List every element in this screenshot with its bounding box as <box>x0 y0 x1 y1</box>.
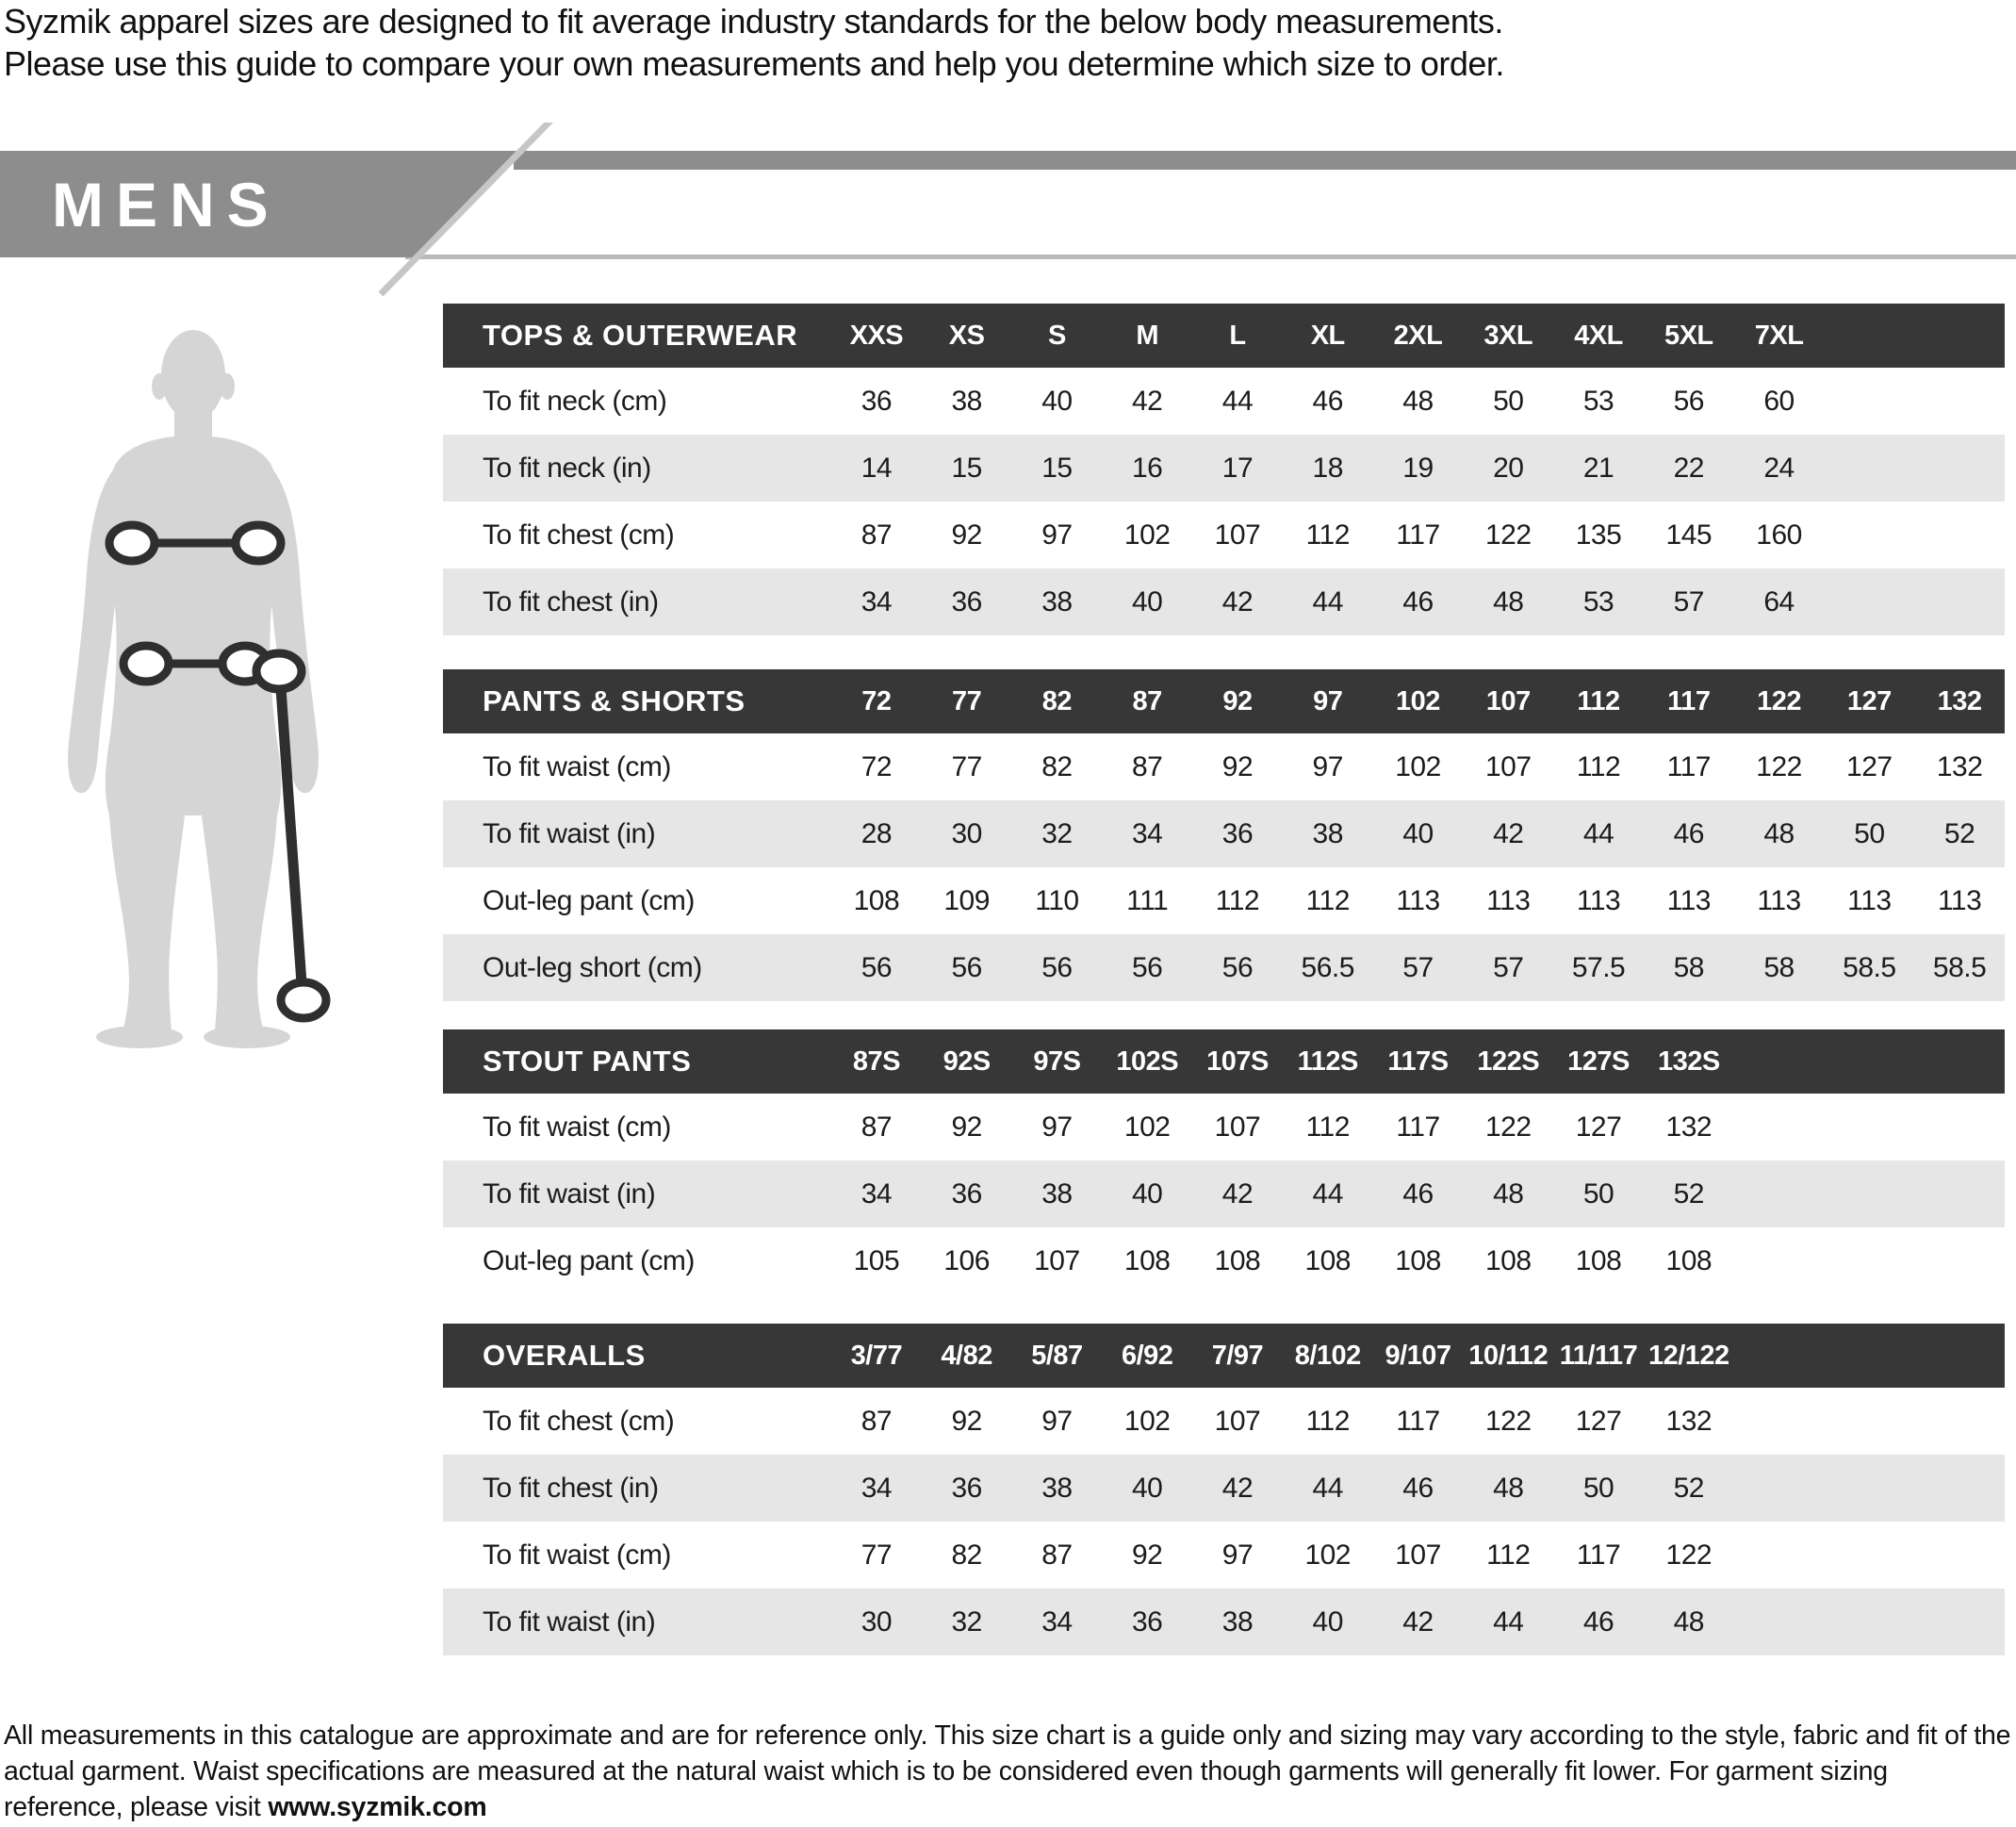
value-cell: 127 <box>1846 750 1893 782</box>
value-cell: 53 <box>1582 585 1614 617</box>
value-cell: 108 <box>1395 1244 1441 1276</box>
column-header: 9/107 <box>1385 1340 1451 1371</box>
column-header: 122 <box>1757 685 1802 716</box>
value-cell: 30 <box>860 1605 893 1638</box>
table-row <box>443 502 2005 568</box>
value-cell: 50 <box>1582 1177 1614 1210</box>
value-cell: 102 <box>1304 1539 1351 1571</box>
value-cell: 64 <box>1763 585 1795 617</box>
chest-marker-left <box>109 525 155 561</box>
value-cell: 112 <box>1215 884 1260 916</box>
row-label: To fit waist (cm) <box>483 750 671 782</box>
column-header: 112S <box>1297 1045 1358 1077</box>
value-cell: 102 <box>1395 750 1441 782</box>
column-header: 92S <box>942 1045 991 1077</box>
value-cell: 15 <box>1041 452 1073 484</box>
column-header: XL <box>1310 320 1345 351</box>
value-cell: 56 <box>1221 951 1254 983</box>
value-cell: 42 <box>1131 385 1163 417</box>
row-label: Out-leg pant (cm) <box>483 884 695 916</box>
value-cell: 44 <box>1312 585 1343 617</box>
table-row <box>443 435 2005 502</box>
size-table-pants-shorts <box>443 669 2005 1001</box>
value-cell: 52 <box>1673 1472 1704 1504</box>
row-label: Out-leg short (cm) <box>483 951 702 983</box>
value-cell: 48 <box>1673 1605 1704 1638</box>
table-row <box>443 733 2005 800</box>
row-label: To fit neck (in) <box>483 452 651 484</box>
value-cell: 82 <box>951 1539 982 1571</box>
value-cell: 50 <box>1493 385 1524 417</box>
value-cell: 42 <box>1221 1177 1254 1210</box>
value-cell: 53 <box>1582 385 1614 417</box>
value-cell: 92 <box>951 518 982 551</box>
value-cell: 38 <box>1041 585 1073 617</box>
value-cell: 122 <box>1756 750 1802 782</box>
column-header: XS <box>948 320 985 351</box>
value-cell: 117 <box>1666 750 1711 782</box>
table-row <box>443 1227 2005 1294</box>
value-cell: 38 <box>1221 1605 1254 1638</box>
value-cell: 44 <box>1221 385 1254 417</box>
value-cell: 113 <box>1576 884 1621 916</box>
column-header: 7XL <box>1754 320 1804 351</box>
value-cell: 87 <box>1041 1539 1073 1571</box>
value-cell: 112 <box>1305 884 1350 916</box>
column-header: 3XL <box>1483 320 1533 351</box>
value-cell: 107 <box>1034 1244 1080 1276</box>
value-cell: 127 <box>1575 1111 1622 1143</box>
value-cell: 111 <box>1126 884 1169 916</box>
value-cell: 48 <box>1493 585 1524 617</box>
value-cell: 97 <box>1041 1405 1073 1437</box>
value-cell: 44 <box>1312 1177 1343 1210</box>
value-cell: 87 <box>860 1111 893 1143</box>
value-cell: 36 <box>860 385 893 417</box>
chest-marker-right <box>236 525 281 561</box>
value-cell: 132 <box>1936 750 1983 782</box>
value-cell: 77 <box>951 750 982 782</box>
value-cell: 122 <box>1484 1111 1532 1143</box>
table-title: PANTS & SHORTS <box>483 684 746 717</box>
value-cell: 34 <box>860 585 893 617</box>
value-cell: 97 <box>1041 518 1073 551</box>
column-header: 92 <box>1222 685 1253 716</box>
table-header <box>443 1029 2005 1094</box>
value-cell: 34 <box>860 1177 893 1210</box>
waist-marker-left <box>123 646 169 682</box>
column-header: 10/112 <box>1468 1340 1549 1371</box>
table-row <box>443 1094 2005 1160</box>
table-row <box>443 1588 2005 1655</box>
value-cell: 108 <box>1123 1244 1171 1276</box>
value-cell: 112 <box>1305 1405 1350 1437</box>
column-header: 72 <box>861 685 892 716</box>
value-cell: 108 <box>1575 1244 1622 1276</box>
value-cell: 46 <box>1402 1472 1434 1504</box>
table-header <box>443 304 2005 368</box>
value-cell: 21 <box>1582 452 1614 484</box>
value-cell: 92 <box>951 1405 982 1437</box>
value-cell: 32 <box>951 1605 982 1638</box>
value-cell: 122 <box>1484 1405 1532 1437</box>
tables-area <box>443 0 2005 1827</box>
value-cell: 82 <box>1041 750 1073 782</box>
value-cell: 38 <box>1312 817 1343 849</box>
value-cell: 50 <box>1582 1472 1614 1504</box>
value-cell: 97 <box>1312 750 1343 782</box>
value-cell: 46 <box>1312 385 1343 417</box>
value-cell: 97 <box>1221 1539 1254 1571</box>
value-cell: 97 <box>1041 1111 1073 1143</box>
value-cell: 108 <box>853 884 900 916</box>
value-cell: 92 <box>1221 750 1254 782</box>
value-cell: 57 <box>1402 951 1434 983</box>
value-cell: 22 <box>1673 452 1704 484</box>
value-cell: 44 <box>1582 817 1614 849</box>
value-cell: 110 <box>1035 884 1079 916</box>
value-cell: 58.5 <box>1843 951 1896 983</box>
table-row <box>443 1388 2005 1455</box>
row-label: To fit chest (in) <box>483 1472 659 1504</box>
value-cell: 107 <box>1214 518 1261 551</box>
column-header: 112 <box>1577 685 1620 716</box>
row-label: To fit chest (cm) <box>483 518 675 551</box>
value-cell: 42 <box>1221 585 1254 617</box>
value-cell: 52 <box>1943 817 1975 849</box>
value-cell: 102 <box>1123 1111 1171 1143</box>
value-cell: 117 <box>1576 1539 1621 1571</box>
row-label: To fit neck (cm) <box>483 385 667 417</box>
footer-website: www.syzmik.com <box>268 1792 487 1822</box>
outleg-marker-top <box>256 653 302 689</box>
value-cell: 48 <box>1493 1472 1524 1504</box>
column-header: 8/102 <box>1294 1340 1361 1371</box>
column-header: 77 <box>952 685 982 716</box>
value-cell: 77 <box>860 1539 893 1571</box>
row-label: Out-leg pant (cm) <box>483 1244 695 1276</box>
column-header: 3/77 <box>850 1340 903 1371</box>
value-cell: 108 <box>1484 1244 1532 1276</box>
value-cell: 30 <box>951 817 982 849</box>
table-row <box>443 568 2005 635</box>
value-cell: 122 <box>1665 1539 1713 1571</box>
column-header: 132S <box>1657 1045 1720 1077</box>
value-cell: 44 <box>1493 1605 1524 1638</box>
value-cell: 46 <box>1402 1177 1434 1210</box>
column-header: 107 <box>1485 685 1531 716</box>
value-cell: 48 <box>1763 817 1795 849</box>
column-header: 102 <box>1396 685 1440 716</box>
value-cell: 87 <box>860 518 893 551</box>
value-cell: 113 <box>1396 884 1440 916</box>
column-header: 87S <box>852 1045 900 1077</box>
value-cell: 113 <box>1847 884 1892 916</box>
value-cell: 127 <box>1575 1405 1622 1437</box>
value-cell: 109 <box>943 884 990 916</box>
value-cell: 106 <box>943 1244 990 1276</box>
value-cell: 40 <box>1131 1472 1163 1504</box>
value-cell: 40 <box>1312 1605 1343 1638</box>
value-cell: 107 <box>1214 1111 1261 1143</box>
value-cell: 14 <box>860 452 893 484</box>
value-cell: 18 <box>1312 452 1343 484</box>
value-cell: 113 <box>1757 884 1801 916</box>
table-header <box>443 1324 2005 1388</box>
value-cell: 113 <box>1937 884 1982 916</box>
value-cell: 135 <box>1575 518 1622 551</box>
value-cell: 40 <box>1402 817 1434 849</box>
value-cell: 36 <box>1221 817 1254 849</box>
column-header: 82 <box>1041 685 1073 716</box>
outleg-marker-bottom <box>281 982 326 1018</box>
value-cell: 36 <box>951 1177 982 1210</box>
value-cell: 107 <box>1395 1539 1441 1571</box>
column-header: 117S <box>1387 1045 1449 1077</box>
value-cell: 132 <box>1665 1111 1713 1143</box>
table-title: OVERALLS <box>483 1339 646 1372</box>
value-cell: 56 <box>1041 951 1073 983</box>
value-cell: 117 <box>1396 1405 1440 1437</box>
value-cell: 87 <box>1131 750 1163 782</box>
table-row <box>443 368 2005 435</box>
value-cell: 58 <box>1673 951 1704 983</box>
value-cell: 46 <box>1402 585 1434 617</box>
column-header: 97S <box>1033 1045 1081 1077</box>
column-header: 127 <box>1846 685 1892 716</box>
intro-line-1: Syzmik apparel sizes are designed to fit average industry standards for the below body measurements. <box>4 2 1503 41</box>
value-cell: 60 <box>1763 385 1795 417</box>
column-header: 5/87 <box>1031 1340 1083 1371</box>
value-cell: 105 <box>853 1244 900 1276</box>
value-cell: 56 <box>860 951 893 983</box>
column-header: 127S <box>1567 1045 1630 1077</box>
column-header: XXS <box>849 320 904 351</box>
value-cell: 38 <box>1041 1472 1073 1504</box>
value-cell: 36 <box>951 585 982 617</box>
value-cell: 102 <box>1123 518 1171 551</box>
value-cell: 28 <box>860 817 893 849</box>
column-header: 2XL <box>1393 320 1443 351</box>
value-cell: 42 <box>1402 1605 1434 1638</box>
value-cell: 132 <box>1665 1405 1713 1437</box>
table-row <box>443 1455 2005 1522</box>
value-cell: 20 <box>1493 452 1524 484</box>
value-cell: 42 <box>1493 817 1524 849</box>
column-header: L <box>1229 320 1246 351</box>
row-label: To fit waist (cm) <box>483 1111 671 1143</box>
value-cell: 92 <box>1131 1539 1163 1571</box>
value-cell: 38 <box>1041 1177 1073 1210</box>
value-cell: 72 <box>860 750 893 782</box>
row-label: To fit waist (in) <box>483 1605 656 1638</box>
value-cell: 46 <box>1673 817 1704 849</box>
value-cell: 48 <box>1493 1177 1524 1210</box>
value-cell: 160 <box>1756 518 1802 551</box>
column-header: 132 <box>1937 685 1982 716</box>
value-cell: 56 <box>1131 951 1163 983</box>
value-cell: 145 <box>1665 518 1713 551</box>
column-header: 87 <box>1132 685 1162 716</box>
value-cell: 52 <box>1673 1177 1704 1210</box>
size-table-stout-pants <box>443 1029 2005 1294</box>
column-header: M <box>1136 320 1159 351</box>
value-cell: 48 <box>1402 385 1434 417</box>
table-row <box>443 800 2005 867</box>
table-row <box>443 1160 2005 1227</box>
value-cell: 87 <box>860 1405 893 1437</box>
row-label: To fit waist (in) <box>483 817 656 849</box>
value-cell: 32 <box>1041 817 1073 849</box>
intro-line-2: Please use this guide to compare your own measurements and help you determine which size to order. <box>4 44 1504 83</box>
footer-text: All measurements in this catalogue are approximate and are for reference only. This size chart is a guide only and sizing may vary according to the style, fabric and fit of the actual garment. Waist specifications are measured at the natural waist which is to be considered even though garments will generally fit lower. For garment sizing reference, please visit <box>4 1720 2011 1822</box>
table-title: TOPS & OUTERWEAR <box>483 319 798 352</box>
value-cell: 117 <box>1396 518 1440 551</box>
value-cell: 40 <box>1041 385 1073 417</box>
table-header <box>443 669 2005 733</box>
column-header: 5XL <box>1664 320 1713 351</box>
value-cell: 113 <box>1666 884 1711 916</box>
value-cell: 107 <box>1484 750 1532 782</box>
value-cell: 38 <box>951 385 982 417</box>
value-cell: 19 <box>1402 452 1434 484</box>
table-row <box>443 1522 2005 1588</box>
footer-paragraph <box>4 1718 2013 1825</box>
column-header: 4XL <box>1574 320 1623 351</box>
column-header: 102S <box>1116 1045 1179 1077</box>
value-cell: 42 <box>1221 1472 1254 1504</box>
value-cell: 24 <box>1763 452 1795 484</box>
value-cell: 108 <box>1214 1244 1261 1276</box>
value-cell: 34 <box>1131 817 1163 849</box>
value-cell: 44 <box>1312 1472 1343 1504</box>
value-cell: 108 <box>1304 1244 1351 1276</box>
table-title: STOUT PANTS <box>483 1045 692 1078</box>
value-cell: 112 <box>1305 1111 1350 1143</box>
value-cell: 57.5 <box>1571 951 1626 983</box>
value-cell: 46 <box>1582 1605 1614 1638</box>
value-cell: 34 <box>1041 1605 1073 1638</box>
value-cell: 15 <box>951 452 982 484</box>
value-cell: 58.5 <box>1932 951 1987 983</box>
value-cell: 57 <box>1493 951 1524 983</box>
value-cell: 58 <box>1763 951 1795 983</box>
size-table-overalls <box>443 1324 2005 1655</box>
value-cell: 16 <box>1131 452 1163 484</box>
column-header: 122S <box>1477 1045 1540 1077</box>
value-cell: 40 <box>1131 585 1163 617</box>
value-cell: 17 <box>1221 452 1254 484</box>
value-cell: 112 <box>1576 750 1621 782</box>
value-cell: 36 <box>951 1472 982 1504</box>
value-cell: 112 <box>1486 1539 1531 1571</box>
value-cell: 40 <box>1131 1177 1163 1210</box>
value-cell: 36 <box>1131 1605 1163 1638</box>
row-label: To fit chest (cm) <box>483 1405 675 1437</box>
value-cell: 102 <box>1123 1405 1171 1437</box>
value-cell: 57 <box>1673 585 1704 617</box>
value-cell: 117 <box>1396 1111 1440 1143</box>
column-header: 11/117 <box>1559 1340 1638 1371</box>
value-cell: 34 <box>860 1472 893 1504</box>
column-header: 4/82 <box>941 1340 992 1371</box>
column-header: 117 <box>1667 685 1711 716</box>
column-header: 7/97 <box>1211 1340 1264 1371</box>
body-silhouette <box>57 311 339 1065</box>
value-cell: 50 <box>1854 817 1885 849</box>
value-cell: 92 <box>951 1111 982 1143</box>
banner-title: MENS <box>52 170 281 239</box>
column-header: 97 <box>1313 685 1343 716</box>
row-label: To fit waist (cm) <box>483 1539 671 1571</box>
value-cell: 56 <box>1673 385 1704 417</box>
value-cell: 56 <box>951 951 982 983</box>
column-header: 12/122 <box>1647 1340 1729 1371</box>
row-label: To fit waist (in) <box>483 1177 656 1210</box>
value-cell: 108 <box>1665 1244 1713 1276</box>
value-cell: 113 <box>1486 884 1531 916</box>
table-row <box>443 867 2005 934</box>
size-table-tops-outerwear <box>443 304 2005 635</box>
value-cell: 56.5 <box>1301 951 1354 983</box>
row-label: To fit chest (in) <box>483 585 659 617</box>
value-cell: 112 <box>1305 518 1350 551</box>
value-cell: 122 <box>1484 518 1532 551</box>
column-header: 107S <box>1206 1045 1269 1077</box>
table-row <box>443 934 2005 1001</box>
column-header: 6/92 <box>1121 1340 1173 1371</box>
value-cell: 107 <box>1214 1405 1261 1437</box>
column-header: S <box>1047 320 1066 351</box>
